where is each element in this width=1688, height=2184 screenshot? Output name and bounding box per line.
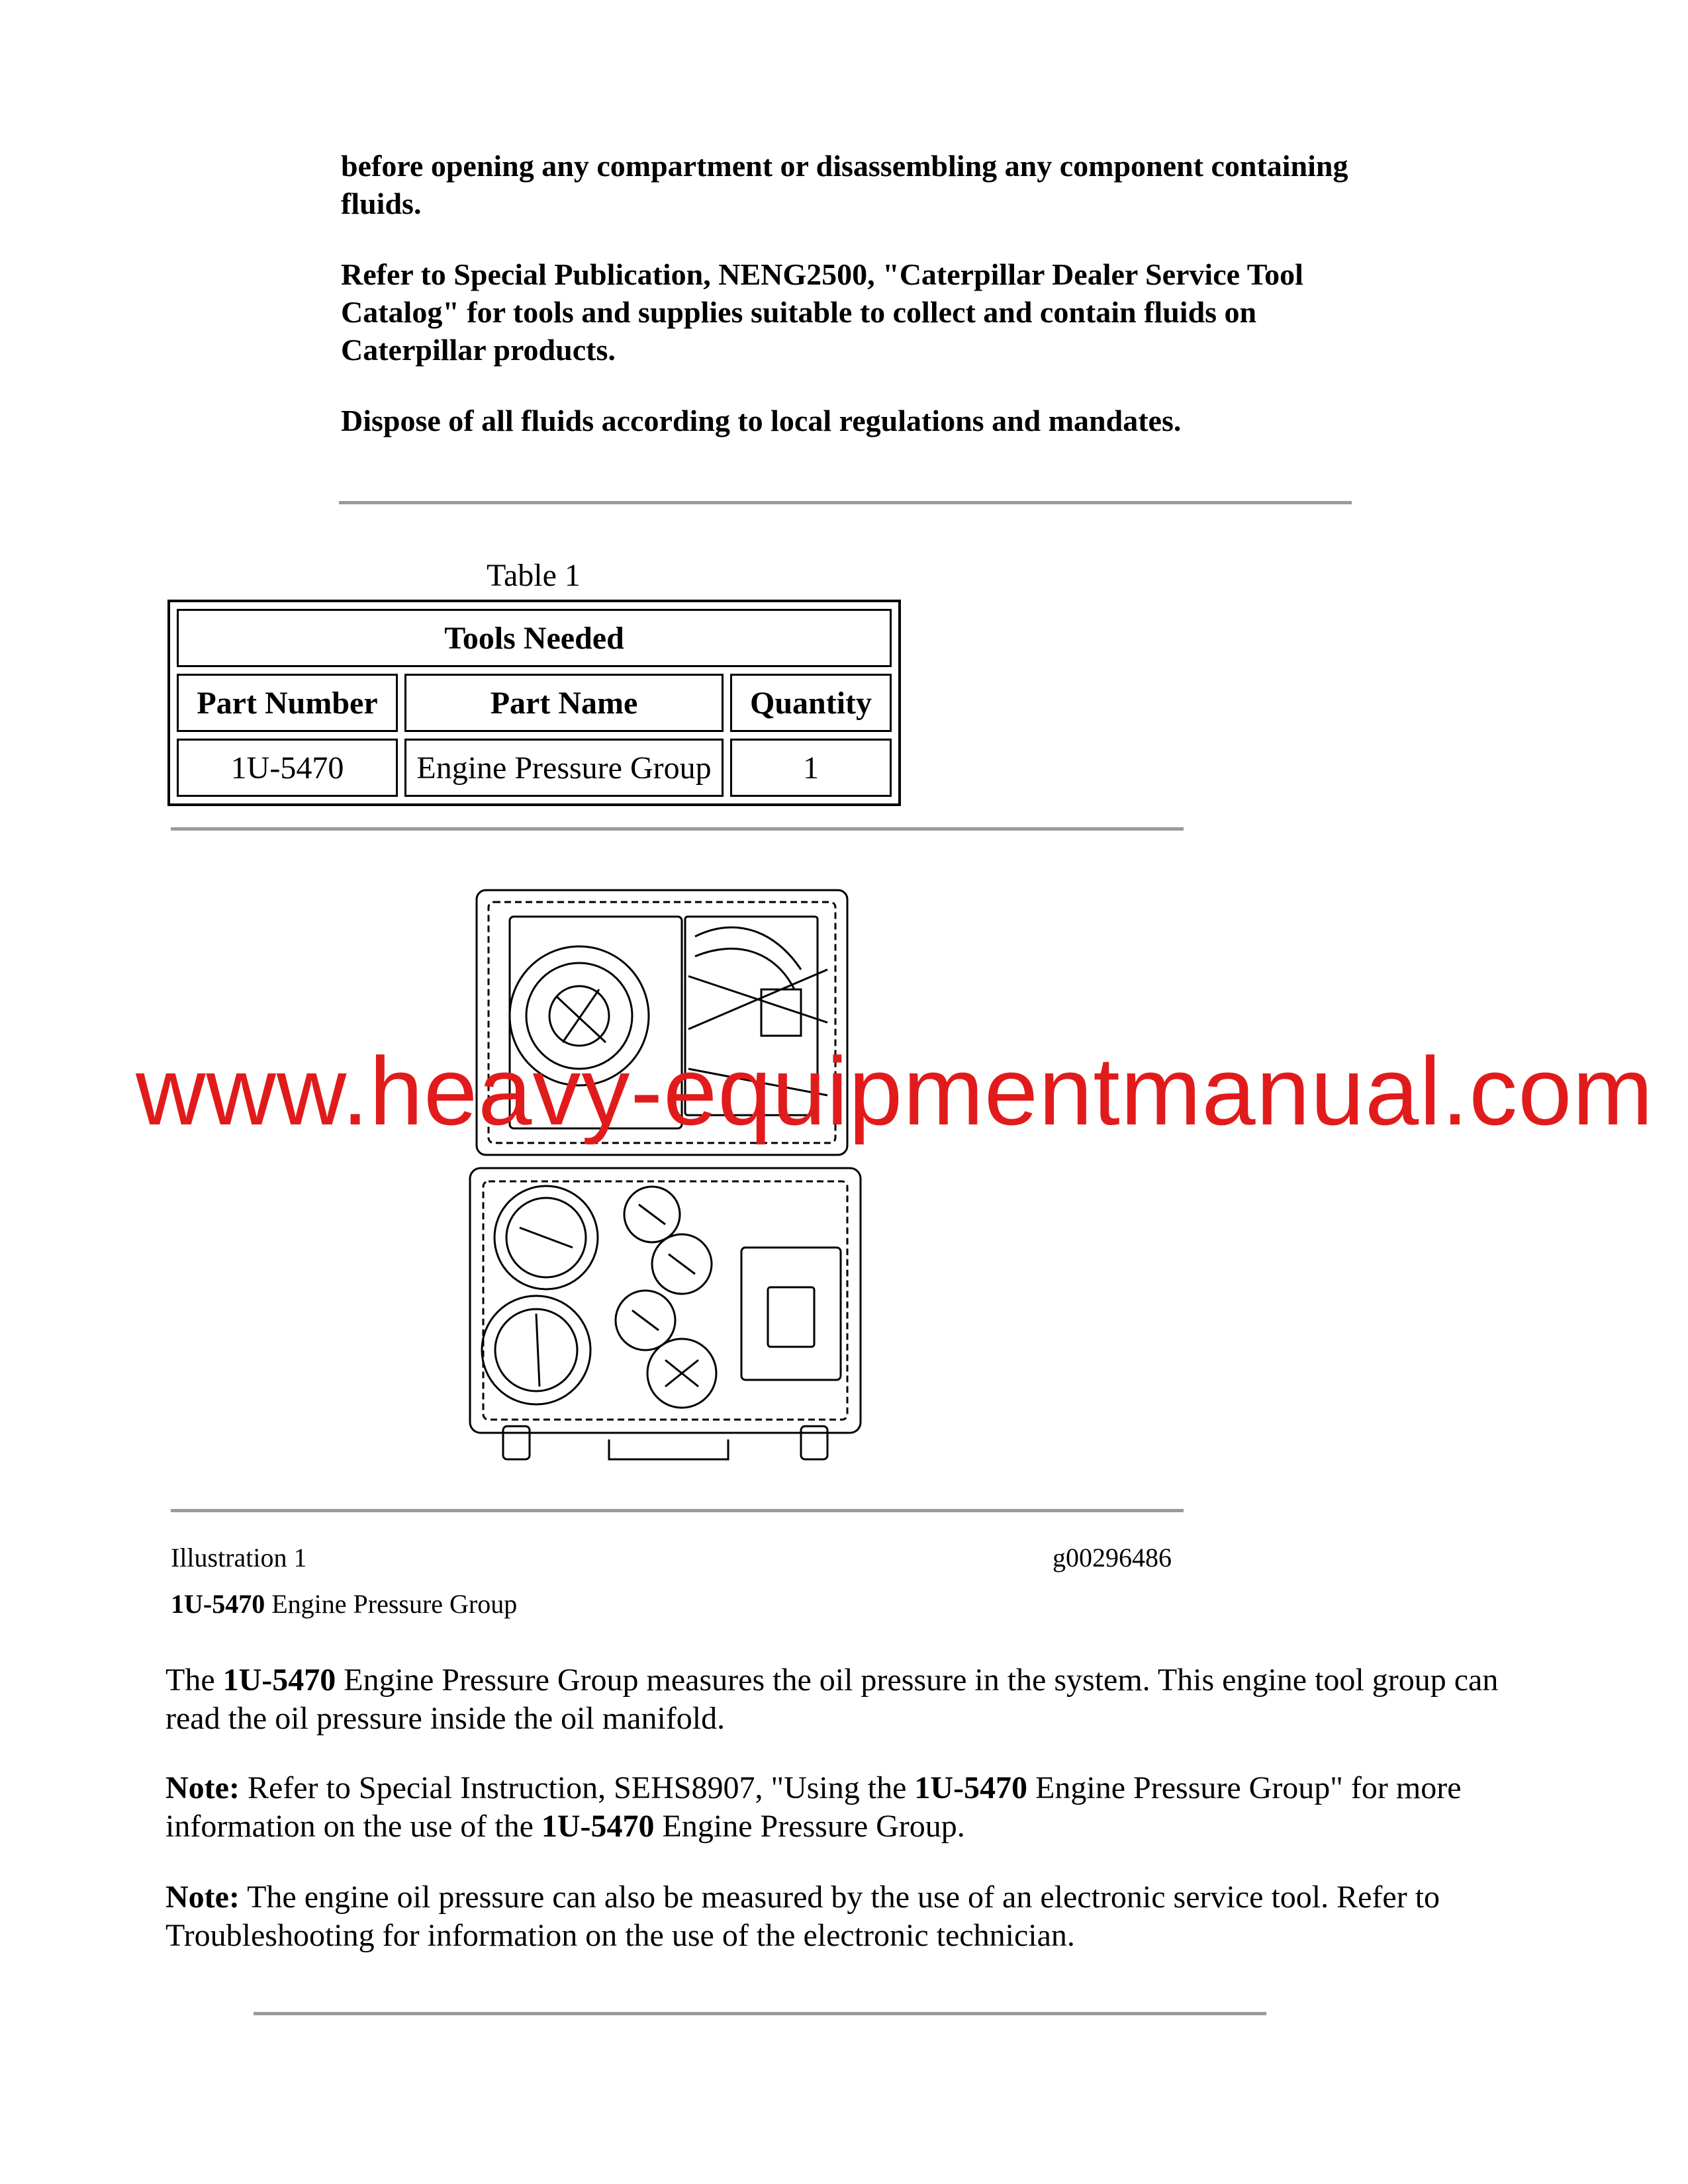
table-cell: 1U-5470 (177, 739, 398, 797)
note-paragraph (165, 1878, 1549, 1955)
table-cell: Engine Pressure Group (404, 739, 724, 797)
divider (171, 827, 1184, 831)
column-header: Part Name (404, 674, 724, 732)
illustration-id: g00296486 (1053, 1543, 1172, 1572)
text-run: Refer to Special Instruction, SEHS8907, "Using the (239, 1770, 915, 1805)
warning-para-3: Dispose of all fluids according to local regulations and mandates. (341, 404, 1182, 437)
table-caption: Table 1 (487, 558, 581, 593)
column-header: Quantity (730, 674, 892, 732)
part-number: 1U-5470 (914, 1770, 1028, 1805)
text-run: Engine Pressure Group. (654, 1809, 965, 1844)
part-number: 1U-5470 (222, 1662, 336, 1698)
text-run: Engine Pressure Group" for more information on the use of the (165, 1770, 1462, 1844)
text-run: The engine oil pressure can also be measured by the use of an electronic service tool. Refer to Troubleshooting for information on the use of the electronic technician. (165, 1880, 1440, 1953)
note-label: Note: (165, 1770, 240, 1805)
illustration-label: Illustration 1 (171, 1543, 307, 1572)
column-header: Part Number (177, 674, 398, 732)
warning-para-1: before opening any compartment or disassembling any component containing fluids. (341, 149, 1348, 220)
tools-table (167, 600, 901, 806)
divider (339, 501, 1352, 504)
warning-block (341, 147, 1374, 439)
text-run: Engine Pressure Group measures the oil pressure in the system. This engine tool group can read the oil pressure inside the oil manifold. (165, 1662, 1499, 1736)
illustration-caption (171, 1588, 517, 1619)
divider (254, 2012, 1266, 2015)
engine-pressure-group-illustration (457, 877, 874, 1473)
caption-part-number: 1U-5470 (171, 1589, 265, 1619)
warning-para-2: Refer to Special Publication, NENG2500, "Caterpillar Dealer Service Tool Catalog" for tools and supplies suitable to collect and contain fluids on Caterpillar products. (341, 257, 1303, 367)
table-title: Tools Needed (177, 609, 892, 667)
note-label: Note: (165, 1880, 240, 1915)
watermark: www.heavy-equipmentmanual.com (136, 1037, 1654, 1145)
divider (171, 1509, 1184, 1512)
table-row (177, 739, 892, 797)
caption-text: Engine Pressure Group (265, 1589, 518, 1619)
table-cell: 1 (730, 739, 892, 797)
part-number: 1U-5470 (541, 1809, 655, 1844)
note-paragraph (165, 1769, 1549, 1846)
text-run: The (165, 1662, 223, 1698)
body-paragraph (165, 1661, 1549, 1738)
